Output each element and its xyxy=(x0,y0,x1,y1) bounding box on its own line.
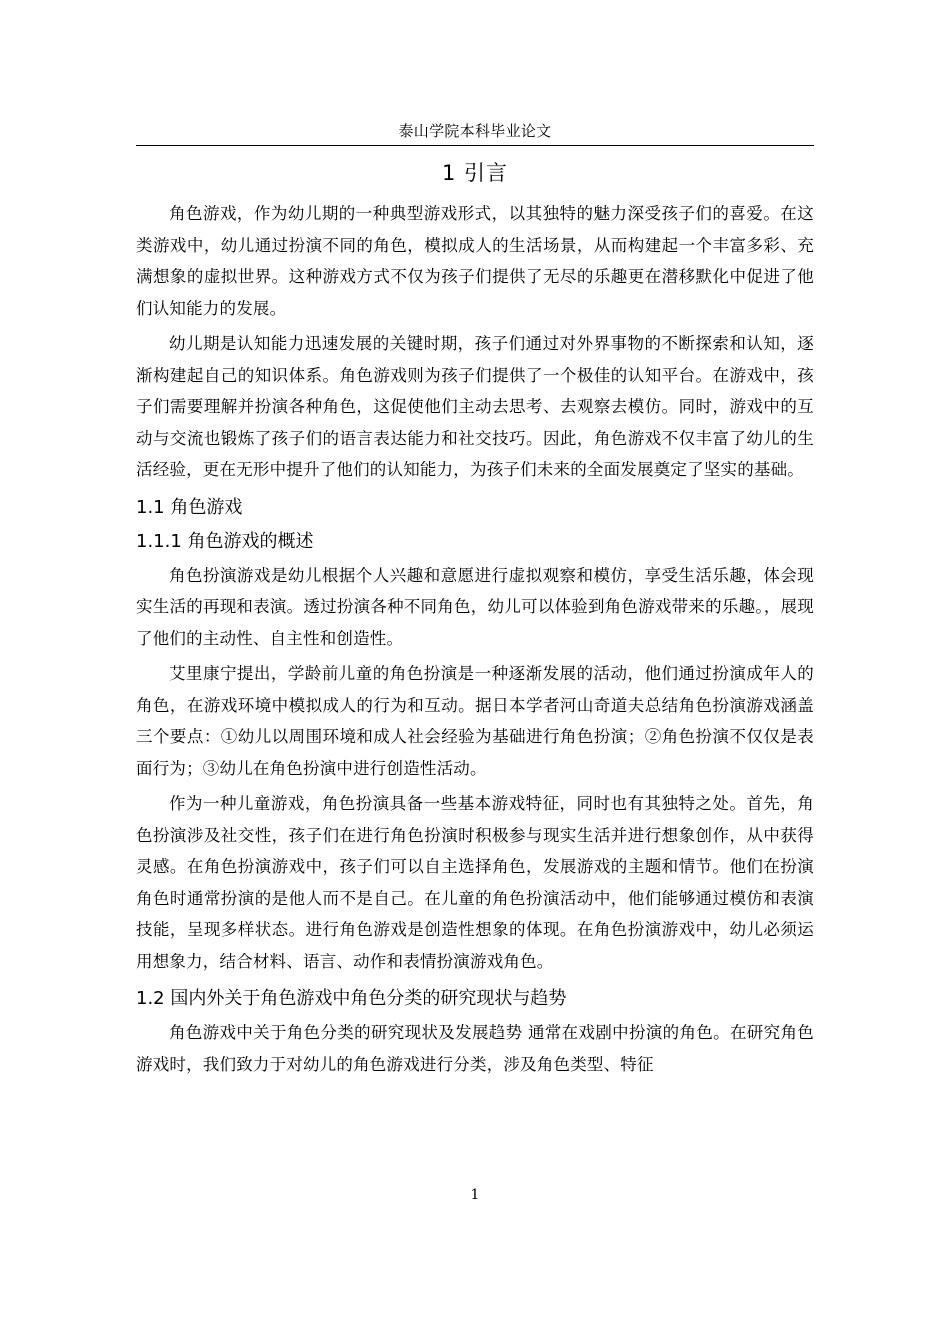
running-header: 泰山学院本科毕业论文 xyxy=(398,122,552,140)
section-heading-1-1: 1.1 角色游戏 xyxy=(136,496,243,518)
section-heading-1-1-1: 1.1.1 角色游戏的概述 xyxy=(136,530,314,552)
header-divider xyxy=(136,145,814,146)
research-paragraph-1: 角色游戏中关于角色分类的研究现状及发展趋势 通常在戏剧中扮演的角色。在研究角色游戏时，我们致力于对幼儿的角色游戏进行分类，涉及角色类型、特征 xyxy=(136,1023,814,1074)
page-number: 1 xyxy=(470,1187,480,1203)
intro-paragraph-1: 角色游戏，作为幼儿期的一种典型游戏形式，以其独特的魅力深受孩子们的喜爱。在这类游戏中，幼儿通过扮演不同的角色，模拟成人的生活场景，从而构建起一个丰富多彩、充满想象的虚拟世界。这种游戏方式不仅为孩子们提供了无尽的乐趣更在潜移默化中促进了他们认知能力的发展。 xyxy=(136,204,814,318)
overview-paragraph-3: 作为一种儿童游戏，角色扮演具备一些基本游戏特征，同时也有其独特之处。首先，角色扮演涉及社交性，孩子们在进行角色扮演时积极参与现实生活并进行想象创作，从中获得灵感。在角色扮演游戏中，孩子们可以自主选择角色，发展游戏的主题和情节。他们在扮演角色时通常扮演的是他人而不是自己。在儿童的角色扮演活动中，他们能够通过模仿和表演技能，呈现多样状态。进行角色游戏是创造性想象的体现。在角色扮演游戏中，幼儿必须运用想象力，结合材料、语言、动作和表情扮演游戏角色。 xyxy=(136,794,814,971)
body-content xyxy=(136,152,814,1084)
overview-paragraph-1: 角色扮演游戏是幼儿根据个人兴趣和意愿进行虚拟观察和模仿，享受生活乐趣，体会现实生活的再现和表演。透过扮演各种不同角色，幼儿可以体验到角色游戏带来的乐趣。，展现了他们的主动性、自主性和创造性。 xyxy=(136,565,814,648)
overview-paragraph-2: 艾里康宁提出，学龄前儿童的角色扮演是一种逐渐发展的活动，他们通过扮演成年人的角色，在游戏环境中模拟成人的行为和互动。据日本学者河山奇道夫总结角色扮演游戏涵盖三个要点：①幼儿以周围环境和成人社会经验为基础进行角色扮演；②角色扮演不仅仅是表面行为；③幼儿在角色扮演中进行创造性活动。 xyxy=(136,664,814,778)
intro-paragraph-2: 幼儿期是认知能力迅速发展的关键时期，孩子们通过对外界事物的不断探索和认知，逐渐构建起自己的知识体系。角色游戏则为孩子们提供了一个极佳的认知平台。在游戏中，孩子们需要理解并扮演各种角色，这促使他们主动去思考、去观察去模仿。同时，游戏中的互动与交流也锻炼了孩子们的语言表达能力和社交技巧。因此，角色游戏不仅丰富了幼儿的生活经验，更在无形中提升了他们的认知能力，为孩子们未来的全面发展奠定了坚实的基础。 xyxy=(136,334,814,479)
section-heading-1-2: 1.2 国内外关于角色游戏中角色分类的研究现状与趋势 xyxy=(136,988,567,1009)
chapter-title: 1 引言 xyxy=(441,161,509,185)
